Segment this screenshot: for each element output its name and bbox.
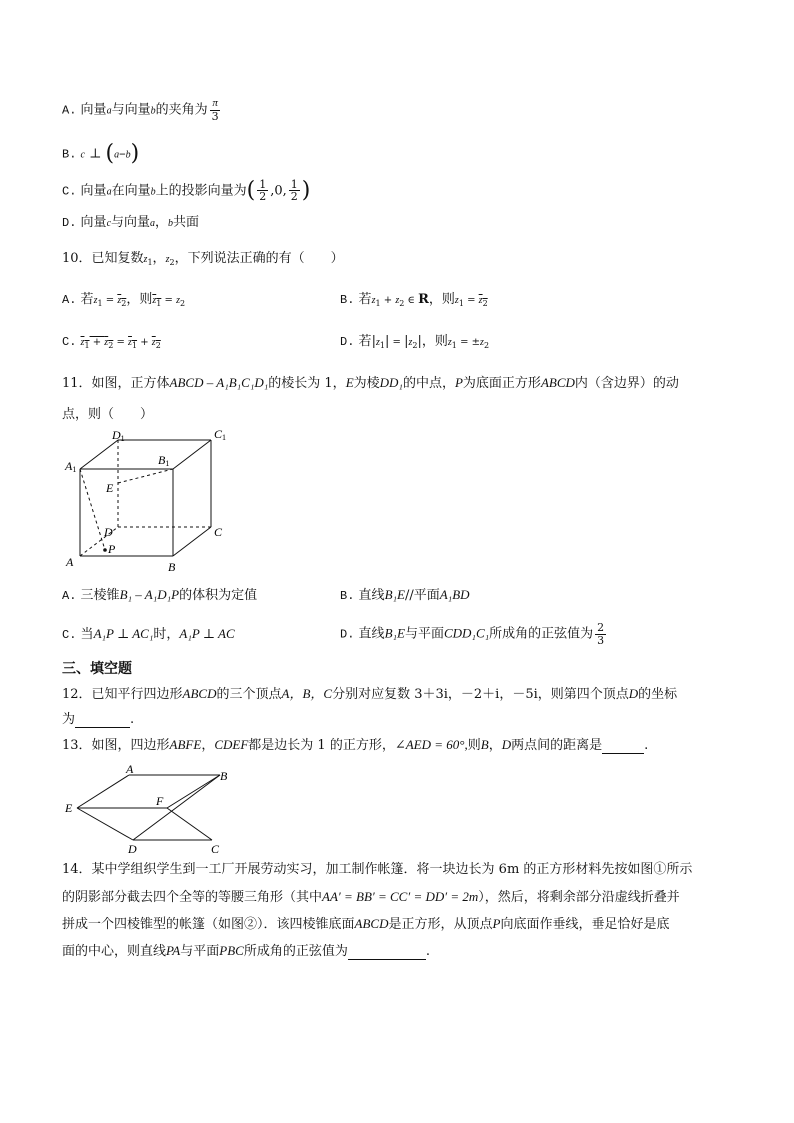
label-d1: D1 xyxy=(112,428,125,443)
q12-line1: 12．已知平行四边形ABCD的三个顶点A，B，C分别对应复数 3＋3i，－2＋i，－5i，则第四个顶点D的坐标 xyxy=(62,686,678,702)
q10-option-c: C. $z_1 + z_2 = z_1 + z_2$ xyxy=(62,335,161,350)
svg-text:B: B xyxy=(220,769,228,783)
q14-line4: 面的中心，则直线PA与平面PBC所成角的正弦值为 . xyxy=(62,943,430,959)
q12-answer-blank[interactable] xyxy=(75,713,130,728)
cube-figure xyxy=(60,428,240,573)
q11-stem-line2: 点，则（ ） xyxy=(62,407,154,422)
q14-line1: 14．某中学组织学生到一工厂开展劳动实习，加工制作帐篷．将一块边长为 6m 的正方形材料先按如图①所示 xyxy=(62,862,693,877)
point-p xyxy=(103,548,107,552)
svg-text:C: C xyxy=(211,842,220,855)
q12-line2: 为 . xyxy=(62,712,135,727)
q11-option-a: A. 三棱锥B₁ – A₁D₁P的体积为定值 xyxy=(62,587,258,603)
label-e: E xyxy=(106,481,114,495)
svg-text:A: A xyxy=(126,762,134,776)
q13-line1: 13．如图，四边形ABFE，CDEF都是边长为 1 的正方形，∠AED = 60°,则B，D两点间的距离是 . xyxy=(62,737,649,753)
label-a1: A1 xyxy=(65,459,77,474)
q14-answer-blank[interactable] xyxy=(348,945,426,960)
svg-text:E: E xyxy=(65,801,73,815)
fraction-pi-over-3: $\frac{\pi}{3}$ xyxy=(211,97,219,123)
label-b1: B1 xyxy=(158,453,170,468)
label-c: C xyxy=(214,525,223,539)
q14-line3: 拼成一个四棱锥型的帐篷（如图②）．该四棱锥底面ABCD是正方形，从顶点P向底面作垂线，垂足恰好是底 xyxy=(62,916,670,932)
q10-stem: 10．已知复数$z_1$，$z_2$，下列说法正确的有（ ） xyxy=(62,251,344,267)
label-b: B xyxy=(168,560,176,573)
label-p: P xyxy=(108,542,116,556)
q9-option-c: C. 向量a在向量b上的投影向量为( $\frac{1}{2}$ ,0, $\frac{1}{2}$ ) xyxy=(62,177,311,204)
q13-answer-blank[interactable] xyxy=(602,739,644,754)
svg-text:F: F xyxy=(156,794,164,808)
q10-option-b: B. 若$z_1 + z_2$ ∈ R，则$z_1 = z_2$ xyxy=(340,292,488,308)
label-c1: C1 xyxy=(214,428,227,442)
q9-option-d: D. 向量c与向量a，b共面 xyxy=(62,215,200,230)
svg-text:D: D xyxy=(128,842,137,855)
q11-option-d: D. 直线B₁E与平面CDD₁C₁所成角的正弦值为 $\frac{2}{3}$ xyxy=(340,621,605,647)
q9-option-b: B. c ⊥ (a–b) xyxy=(62,141,140,166)
section-title-fill-blank: 三、填空题 xyxy=(62,661,132,677)
label-d: D xyxy=(104,525,113,539)
quadrilateral-figure xyxy=(60,760,240,855)
q11-option-c: C. 当A₁P ⊥ AC₁时，A₁P ⊥ AC xyxy=(62,626,235,642)
q11-option-b: B. 直线B₁E//平面A₁BD xyxy=(340,587,470,603)
q11-stem-line1: 11．如图，正方体ABCD – A₁B₁C₁D₁的棱长为 1，E为棱DD₁的中点，P为底面正方形ABCD内（含边界）的动 xyxy=(62,375,679,391)
label-a: A xyxy=(66,555,74,569)
q9-option-a: A. 向量a与向量b的夹角为 $\frac{\pi}{3}$ xyxy=(62,97,219,123)
q10-option-a: A. 若$z_1 = z_2$，则$z_1 = z_2$ xyxy=(62,292,186,308)
q10-option-d: D. 若$|z_1| = |z_2|$，则$z_1 = \pm z_2$ xyxy=(340,334,490,350)
q14-line2: 的阴影部分截去四个全等的等腰三角形（其中AA′ = BB′ = CC′ = DD′ = 2m），然后，将剩余部分沿虚线折叠并 xyxy=(62,889,680,905)
